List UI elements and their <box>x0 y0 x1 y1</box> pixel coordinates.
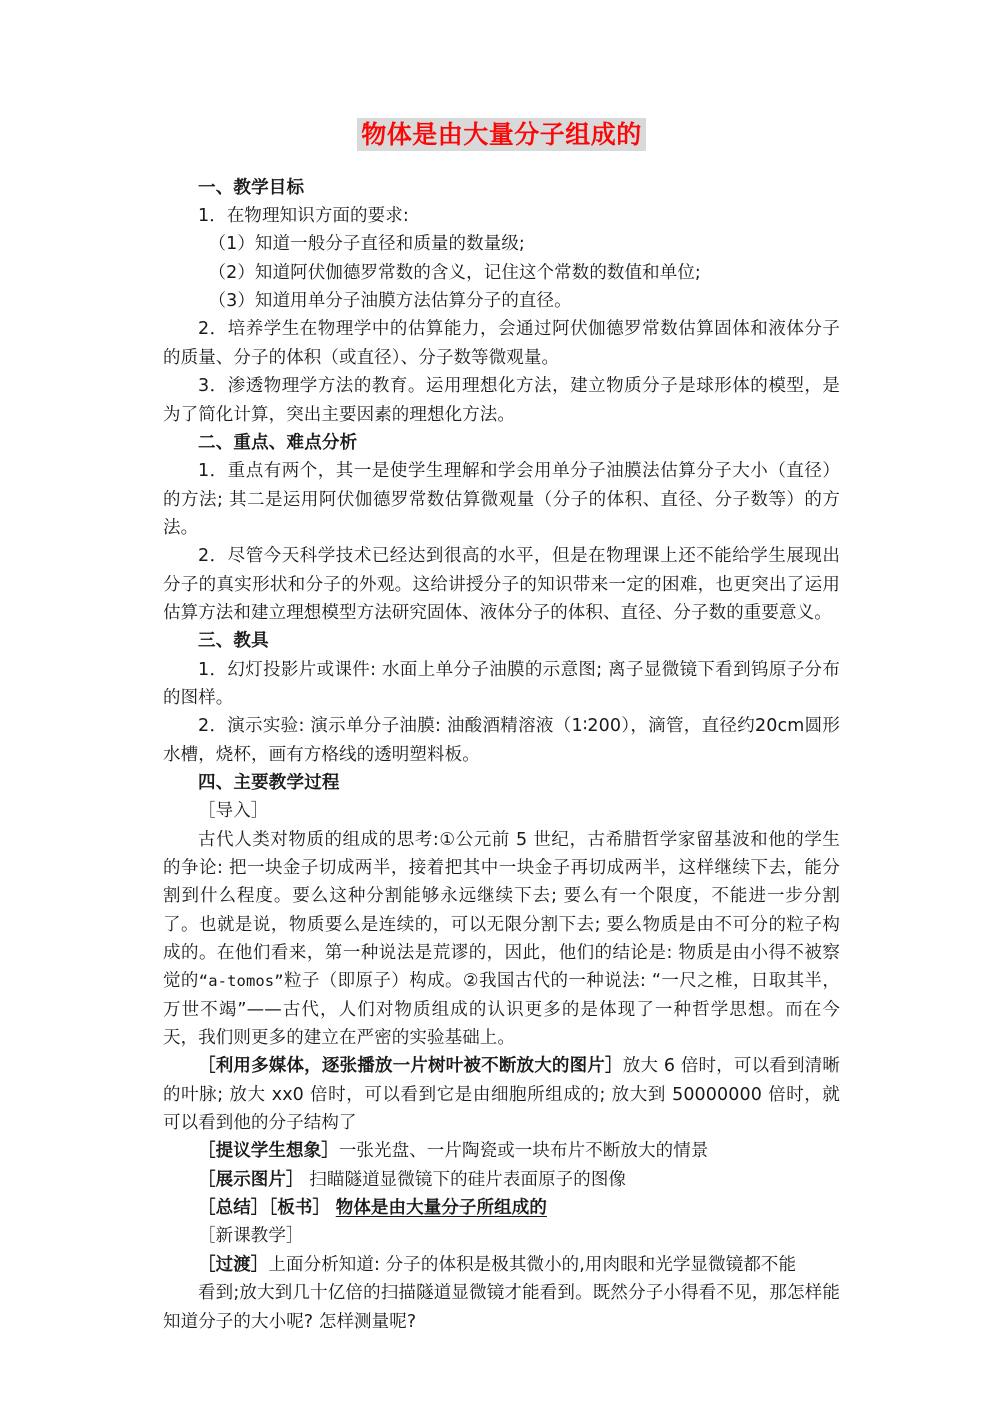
paragraph-goal-3: 3．渗透物理学方法的教育。运用理想化方法，建立物质分子是球形体的模型，是为了简化计算，突出主要因素的理想化方法。 <box>163 376 840 425</box>
intro-text-part-3: 粒子（即原子）构成。 <box>283 971 463 992</box>
suggest-text: 一张光盘、一片陶瓷或一块布片不断放大的情景 <box>338 1141 709 1162</box>
paragraph-key-point-2: 2．尽管今天科学技术已经达到很高的水平，但是在物理课上还不能给学生展现出分子的真实形状和分子的外观。这给讲授分子的知识带来一定的困难，也更突出了运用估算方法和建立理想模型方法研究固体、液体分子的体积、直径、分子数的重要意义。 <box>163 546 840 623</box>
paragraph-goal-item-1: （1）知道一般分子直径和质量的数量级; <box>208 234 525 255</box>
paragraph-show-picture <box>163 1166 840 1194</box>
subheading-introduction: ［导入］ <box>198 801 269 822</box>
suggest-label: ［提议学生想象］ <box>198 1141 339 1162</box>
paragraph-key-point-1: 1．重点有两个，其一是使学生理解和学会用单分子油膜法估算分子大小（直径）的方法; 其二是运用阿伏伽德罗常数估算微观量（分子的体积、直径、分子数等）的方法。 <box>163 461 840 538</box>
intro-marker-1: ① <box>438 829 456 850</box>
paragraph-goal-intro: 1．在物理知识方面的要求: <box>198 206 409 227</box>
section-heading-teaching-aids: 三、教具 <box>198 631 269 652</box>
summary-board-text: 物体是由大量分子所组成的 <box>335 1198 547 1219</box>
page-title <box>163 118 840 152</box>
paragraph-multimedia <box>163 1052 840 1137</box>
transition-label: ［过渡］ <box>198 1254 269 1275</box>
intro-text-part-1: 古代人类对物质的组成的思考: <box>198 829 439 850</box>
paragraph-introduction-body <box>163 826 840 1053</box>
intro-text-part-2: 公元前 5 世纪，古希腊哲学家留基波和他的学生的争论: 把一块金子切成两半，接着把其中一块金子再切成两半，这样继续下去，能分割到什么程度。要么这种分割能够永远继续下去; 要么有一个限度，不能进一步分割了。也就是说，物质要么是连续的，可以无限分割下去; 要么物质是由不可分的粒子构成的。在他们看来，第一种说法是荒谬的，因此，他们的结论是: 物质是由小得不被察觉的 <box>163 829 841 992</box>
multimedia-label: ［利用多媒体，逐张播放一片树叶被不断放大的图片］ <box>198 1056 623 1077</box>
new-lesson-label: ［新课教学］ <box>198 1226 304 1247</box>
paragraph-goal-item-2: （2）知道阿伏伽德罗常数的含义，记住这个常数的数值和单位; <box>208 262 701 283</box>
transition-text-2: 看到;放大到几十亿倍的扫描隧道显微镜才能看到。既然分子小得看不见，那怎样能知道分子的大小呢? 怎样测量呢? <box>163 1283 840 1332</box>
multimedia-text: 放大 6 倍时，可以看到清晰的叶脉; 放大 xx0 倍时，可以看到它是由细胞所组成的; 放大到 50000000 倍时，就可以看到他的分子结构了 <box>163 1056 840 1134</box>
intro-text-part-4: 我国古代的一种说法: “一尺之椎，日取其半，万世不竭”——古代，人们对物质组成的认识更多的是体现了一种哲学思想。而在今天，我们则更多的建立在严密的实验基础上。 <box>163 971 841 1049</box>
paragraph-goal-2: 2．培养学生在物理学中的估算能力，会通过阿伏伽德罗常数估算固体和液体分子的质量、分子的体积（或直径）、分子数等微观量。 <box>163 319 840 368</box>
section-heading-key-difficult-points: 二、重点、难点分析 <box>198 432 358 453</box>
intro-marker-2: ② <box>462 971 479 992</box>
transition-text-1: 上面分析知道: 分子的体积是极其微小的,用肉眼和光学显微镜都不能 <box>268 1254 797 1275</box>
paragraph-aid-1: 1．幻灯投影片或课件: 水面上单分子油膜的示意图; 离子显微镜下看到钨原子分布的图样。 <box>163 659 840 708</box>
paragraph-goal-item-3: （3）知道用单分子油膜方法估算分子的直径。 <box>208 291 572 312</box>
paragraph-transition-line-2 <box>163 1279 840 1336</box>
paragraph-new-lesson <box>163 1222 840 1250</box>
show-picture-text: 扫瞄隧道显微镜下的硅片表面原子的图像 <box>309 1169 627 1190</box>
summary-label: ［总结］［板书］ <box>198 1198 331 1219</box>
intro-atomos-word: “a-tomos” <box>198 972 284 991</box>
section-heading-teaching-goals: 一、教学目标 <box>198 177 305 198</box>
paragraph-summary-board <box>163 1194 840 1222</box>
show-picture-label: ［展示图片］ <box>198 1169 304 1190</box>
section-heading-main-process: 四、主要教学过程 <box>198 772 340 793</box>
paragraph-suggest-imagine <box>163 1137 840 1165</box>
page-title-text: 物体是由大量分子组成的 <box>357 118 646 151</box>
paragraph-transition-line-1 <box>163 1251 840 1279</box>
paragraph-aid-2: 2．演示实验: 演示单分子油膜: 油酸酒精溶液（1∶200），滴管，直径约20cm圆形水槽，烧杯，画有方格线的透明塑料板。 <box>163 716 840 765</box>
